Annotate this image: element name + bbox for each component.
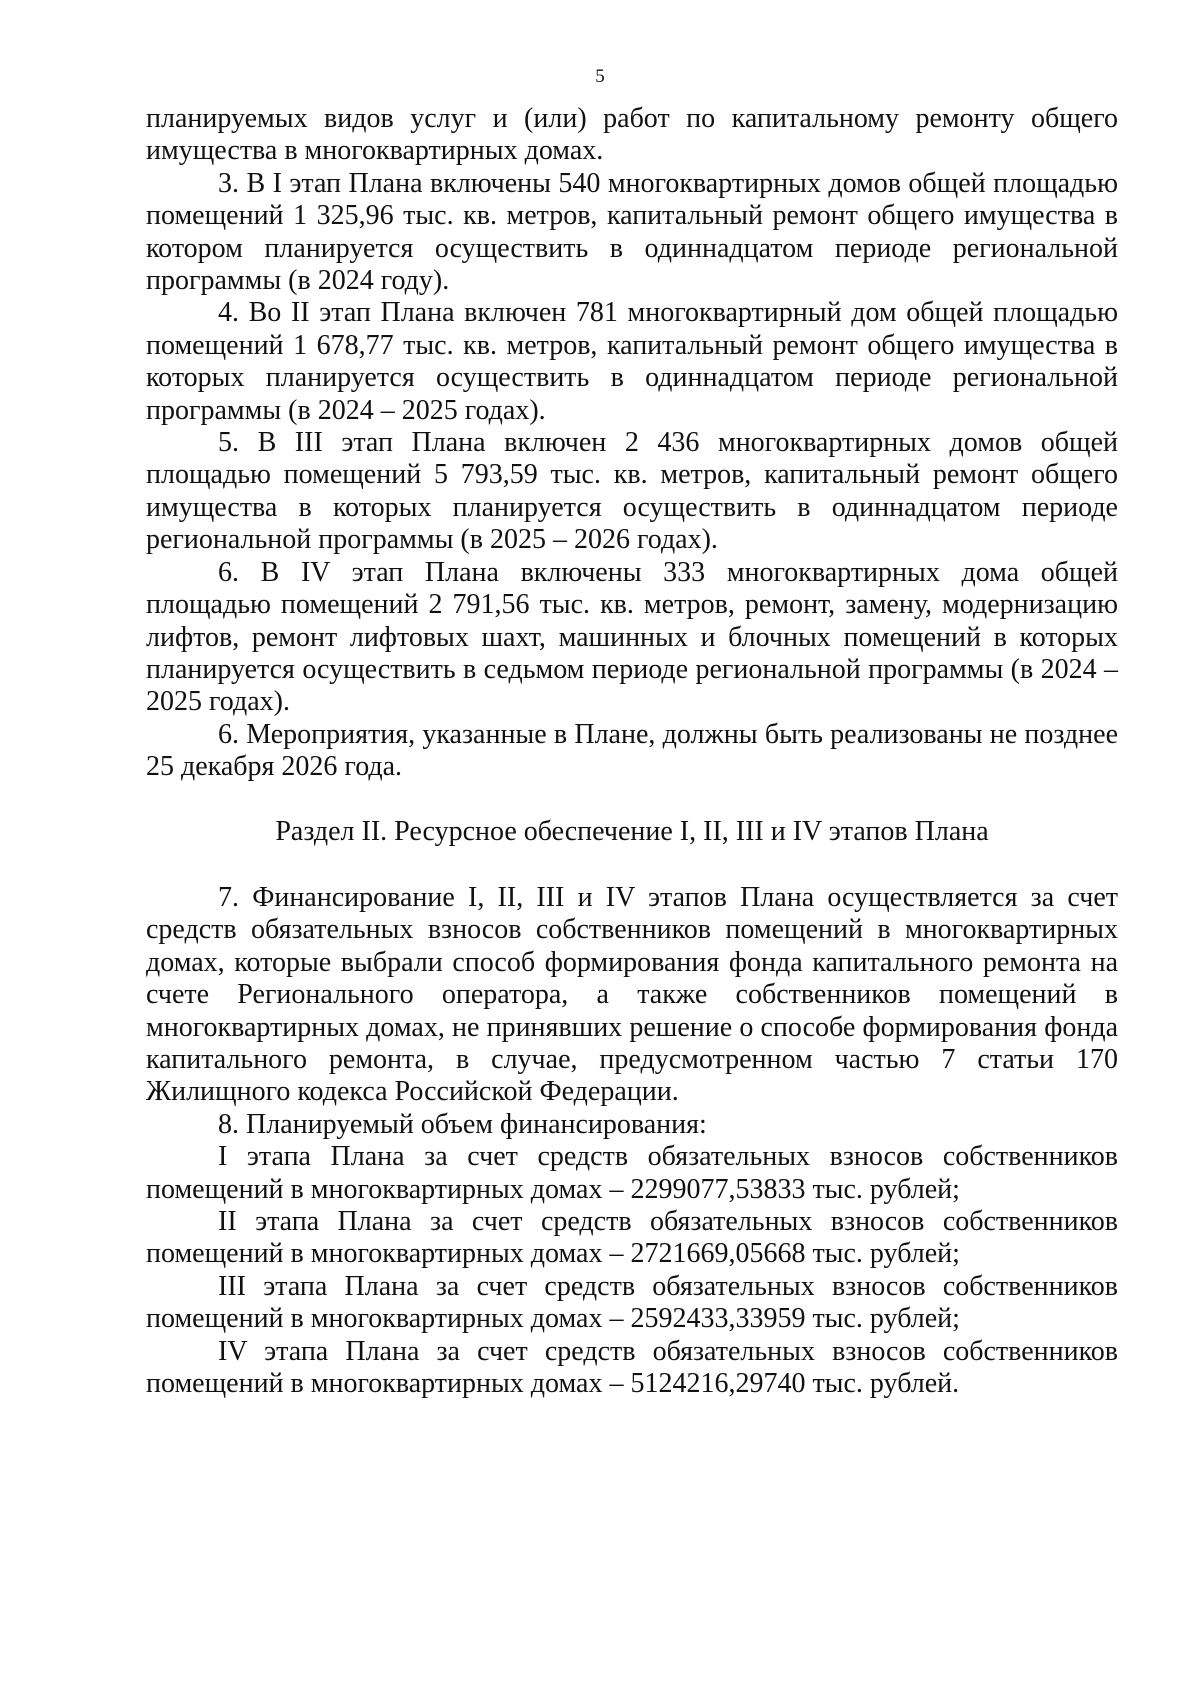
paragraph-item-4: 4. Во II этап Плана включен 781 многоквартирный дом общей площадью помещений 1 678,77 тыс. кв. метров, капитальный ремонт общего имущества в которых планируется осуществить в одиннадцатом периоде региональной программы (в 2024 – 2025 годах). <box>146 297 1118 426</box>
section-heading: Раздел II. Ресурсное обеспечение I, II, III и IV этапов Плана <box>275 815 989 847</box>
paragraph-item-5: 5. В III этап Плана включен 2 436 многоквартирных домов общей площадью помещений 5 793,59 тыс. кв. метров, капитальный ремонт общего имущества в которых планируется осуществить в одиннадцатом периоде региональной программы (в 2025 – 2026 годах). <box>146 427 1118 556</box>
funding-stage-i: I этапа Плана за счет средств обязательных взносов собственников помещений в многоквартирных домах – 2299077,53833 тыс. рублей; <box>146 1141 1118 1205</box>
paragraph-item-6-deadline: 6. Мероприятия, указанные в Плане, должны быть реализованы не позднее 25 декабря 2026 года. <box>146 718 1118 783</box>
document-body <box>146 103 1118 1400</box>
page-number: 5 <box>595 66 605 87</box>
funding-stage-ii: II этапа Плана за счет средств обязательных взносов собственников помещений в многоквартирных домах – 2721669,05668 тыс. рублей; <box>146 1206 1118 1270</box>
paragraph-continuation: планируемых видов услуг и (или) работ по капитальному ремонту общего имущества в многоквартирных домах. <box>146 103 1118 167</box>
paragraph-item-8: 8. Планируемый объем финансирования: <box>218 1108 707 1140</box>
funding-stage-iv: IV этапа Плана за счет средств обязательных взносов собственников помещений в многоквартирных домах – 5124216,29740 тыс. рублей. <box>146 1335 1118 1400</box>
paragraph-item-7: 7. Финансирование I, II, III и IV этапов Плана осуществляется за счет средств обязательных взносов собственников помещений в многоквартирных домах, которые выбрали способ формирования фонда капитального ремонта на счете Регионального оператора, а также собственников помещений в многоквартирных домах, не принявших решение о способе формирования фонда капитального ремонта, в случае, предусмотренном частью 7 статьи 170 Жилищного кодекса Российской Федерации. <box>146 881 1118 1108</box>
paragraph-item-3: 3. В I этап Плана включены 540 многоквартирных домов общей площадью помещений 1 325,96 тыс. кв. метров, капитальный ремонт общего имущества в котором планируется осуществить в одиннадцатом периоде региональной программы (в 2024 году). <box>146 167 1118 297</box>
funding-stage-iii: III этапа Плана за счет средств обязательных взносов собственников помещений в многоквартирных домах – 2592433,33959 тыс. рублей; <box>146 1270 1118 1335</box>
paragraph-item-6-stage-iv: 6. В IV этап Плана включены 333 многоквартирных дома общей площадью помещений 2 791,56 тыс. кв. метров, ремонт, замену, модернизацию лифтов, ремонт лифтовых шахт, машинных и блочных помещений в которых планируется осуществить в седьмом периоде региональной программы (в 2024 – 2025 годах). <box>146 556 1118 718</box>
